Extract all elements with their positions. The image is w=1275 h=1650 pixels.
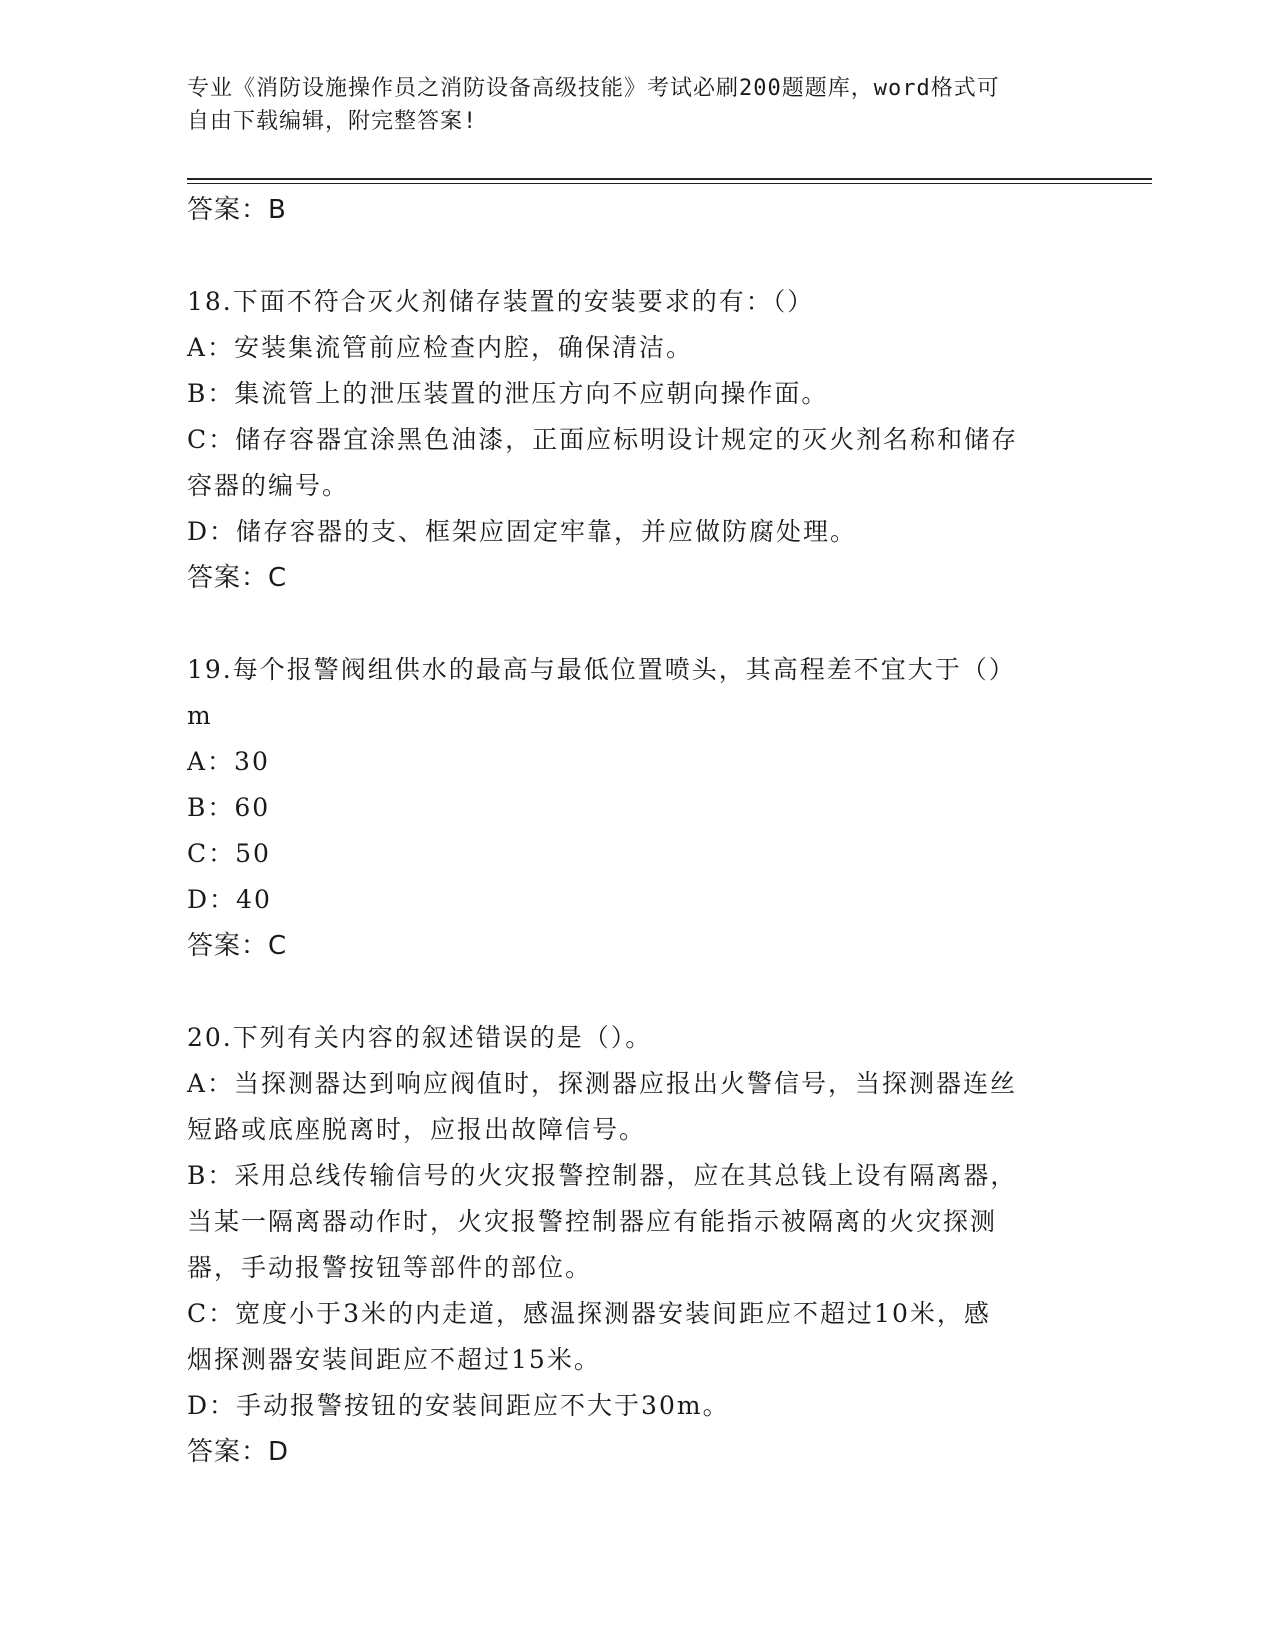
option-c-cont: 烟探测器安装间距应不超过15米。 bbox=[187, 1345, 601, 1374]
spacer bbox=[187, 601, 1067, 647]
option-d: D：储存容器的支、框架应固定牢靠，并应做防腐处理。 bbox=[187, 517, 858, 546]
question-stem: 18.下面不符合灭火剂储存装置的安装要求的有：（） bbox=[187, 287, 815, 316]
header-rule-thick bbox=[187, 178, 1152, 180]
option-a-cont: 短路或底座脱离时，应报出故障信号。 bbox=[187, 1115, 647, 1144]
option-b: B：采用总线传输信号的火灾报警控制器，应在其总钱上设有隔离器， bbox=[187, 1161, 1018, 1190]
option-d: D：手动报警按钮的安装间距应不大于30m。 bbox=[187, 1391, 730, 1420]
question-18 bbox=[187, 279, 1067, 601]
option-b: B：集流管上的泄压装置的泄压方向不应朝向操作面。 bbox=[187, 379, 829, 408]
question-stem: 20.下列有关内容的叙述错误的是（）。 bbox=[187, 1023, 653, 1052]
option-b-cont-1: 当某一隔离器动作时，火灾报警控制器应有能指示被隔离的火灾探测 bbox=[187, 1207, 998, 1236]
answer: 答案：D bbox=[187, 1437, 290, 1467]
option-b: B：60 bbox=[187, 793, 271, 822]
spacer bbox=[187, 233, 1067, 279]
answer: 答案：C bbox=[187, 563, 288, 593]
previous-answer: 答案：B bbox=[187, 195, 287, 225]
option-b-cont-2: 器，手动报警按钮等部件的部位。 bbox=[187, 1253, 593, 1282]
option-c: C：储存容器宜涂黑色油漆，正面应标明设计规定的灭火剂名称和储存 bbox=[187, 425, 1019, 454]
spacer bbox=[187, 969, 1067, 1015]
header-line-2: 自由下载编辑，附完整答案! bbox=[187, 109, 478, 134]
option-c: C：50 bbox=[187, 839, 271, 868]
option-c: C：宽度小于3米的内走道，感温探测器安装间距应不超过10米，感 bbox=[187, 1299, 991, 1328]
question-19 bbox=[187, 647, 1067, 969]
option-a: A：30 bbox=[187, 747, 270, 776]
question-20 bbox=[187, 1015, 1067, 1475]
option-d: D：40 bbox=[187, 885, 272, 914]
question-stem: 19.每个报警阀组供水的最高与最低位置喷头，其高程差不宜大于（） bbox=[187, 655, 1016, 684]
question-stem-cont: m bbox=[187, 701, 213, 730]
option-a: A：当探测器达到响应阀值时，探测器应报出火警信号，当探测器连丝 bbox=[187, 1069, 1018, 1098]
option-a: A：安装集流管前应检查内腔，确保清洁。 bbox=[187, 333, 694, 362]
document-header bbox=[187, 72, 1067, 138]
header-rule-thin bbox=[187, 183, 1152, 184]
option-c-cont: 容器的编号。 bbox=[187, 471, 350, 500]
header-line-1: 专业《消防设施操作员之消防设备高级技能》考试必刷200题题库，word格式可 bbox=[187, 76, 1000, 101]
document-body bbox=[187, 187, 1067, 1475]
answer: 答案：C bbox=[187, 931, 288, 961]
